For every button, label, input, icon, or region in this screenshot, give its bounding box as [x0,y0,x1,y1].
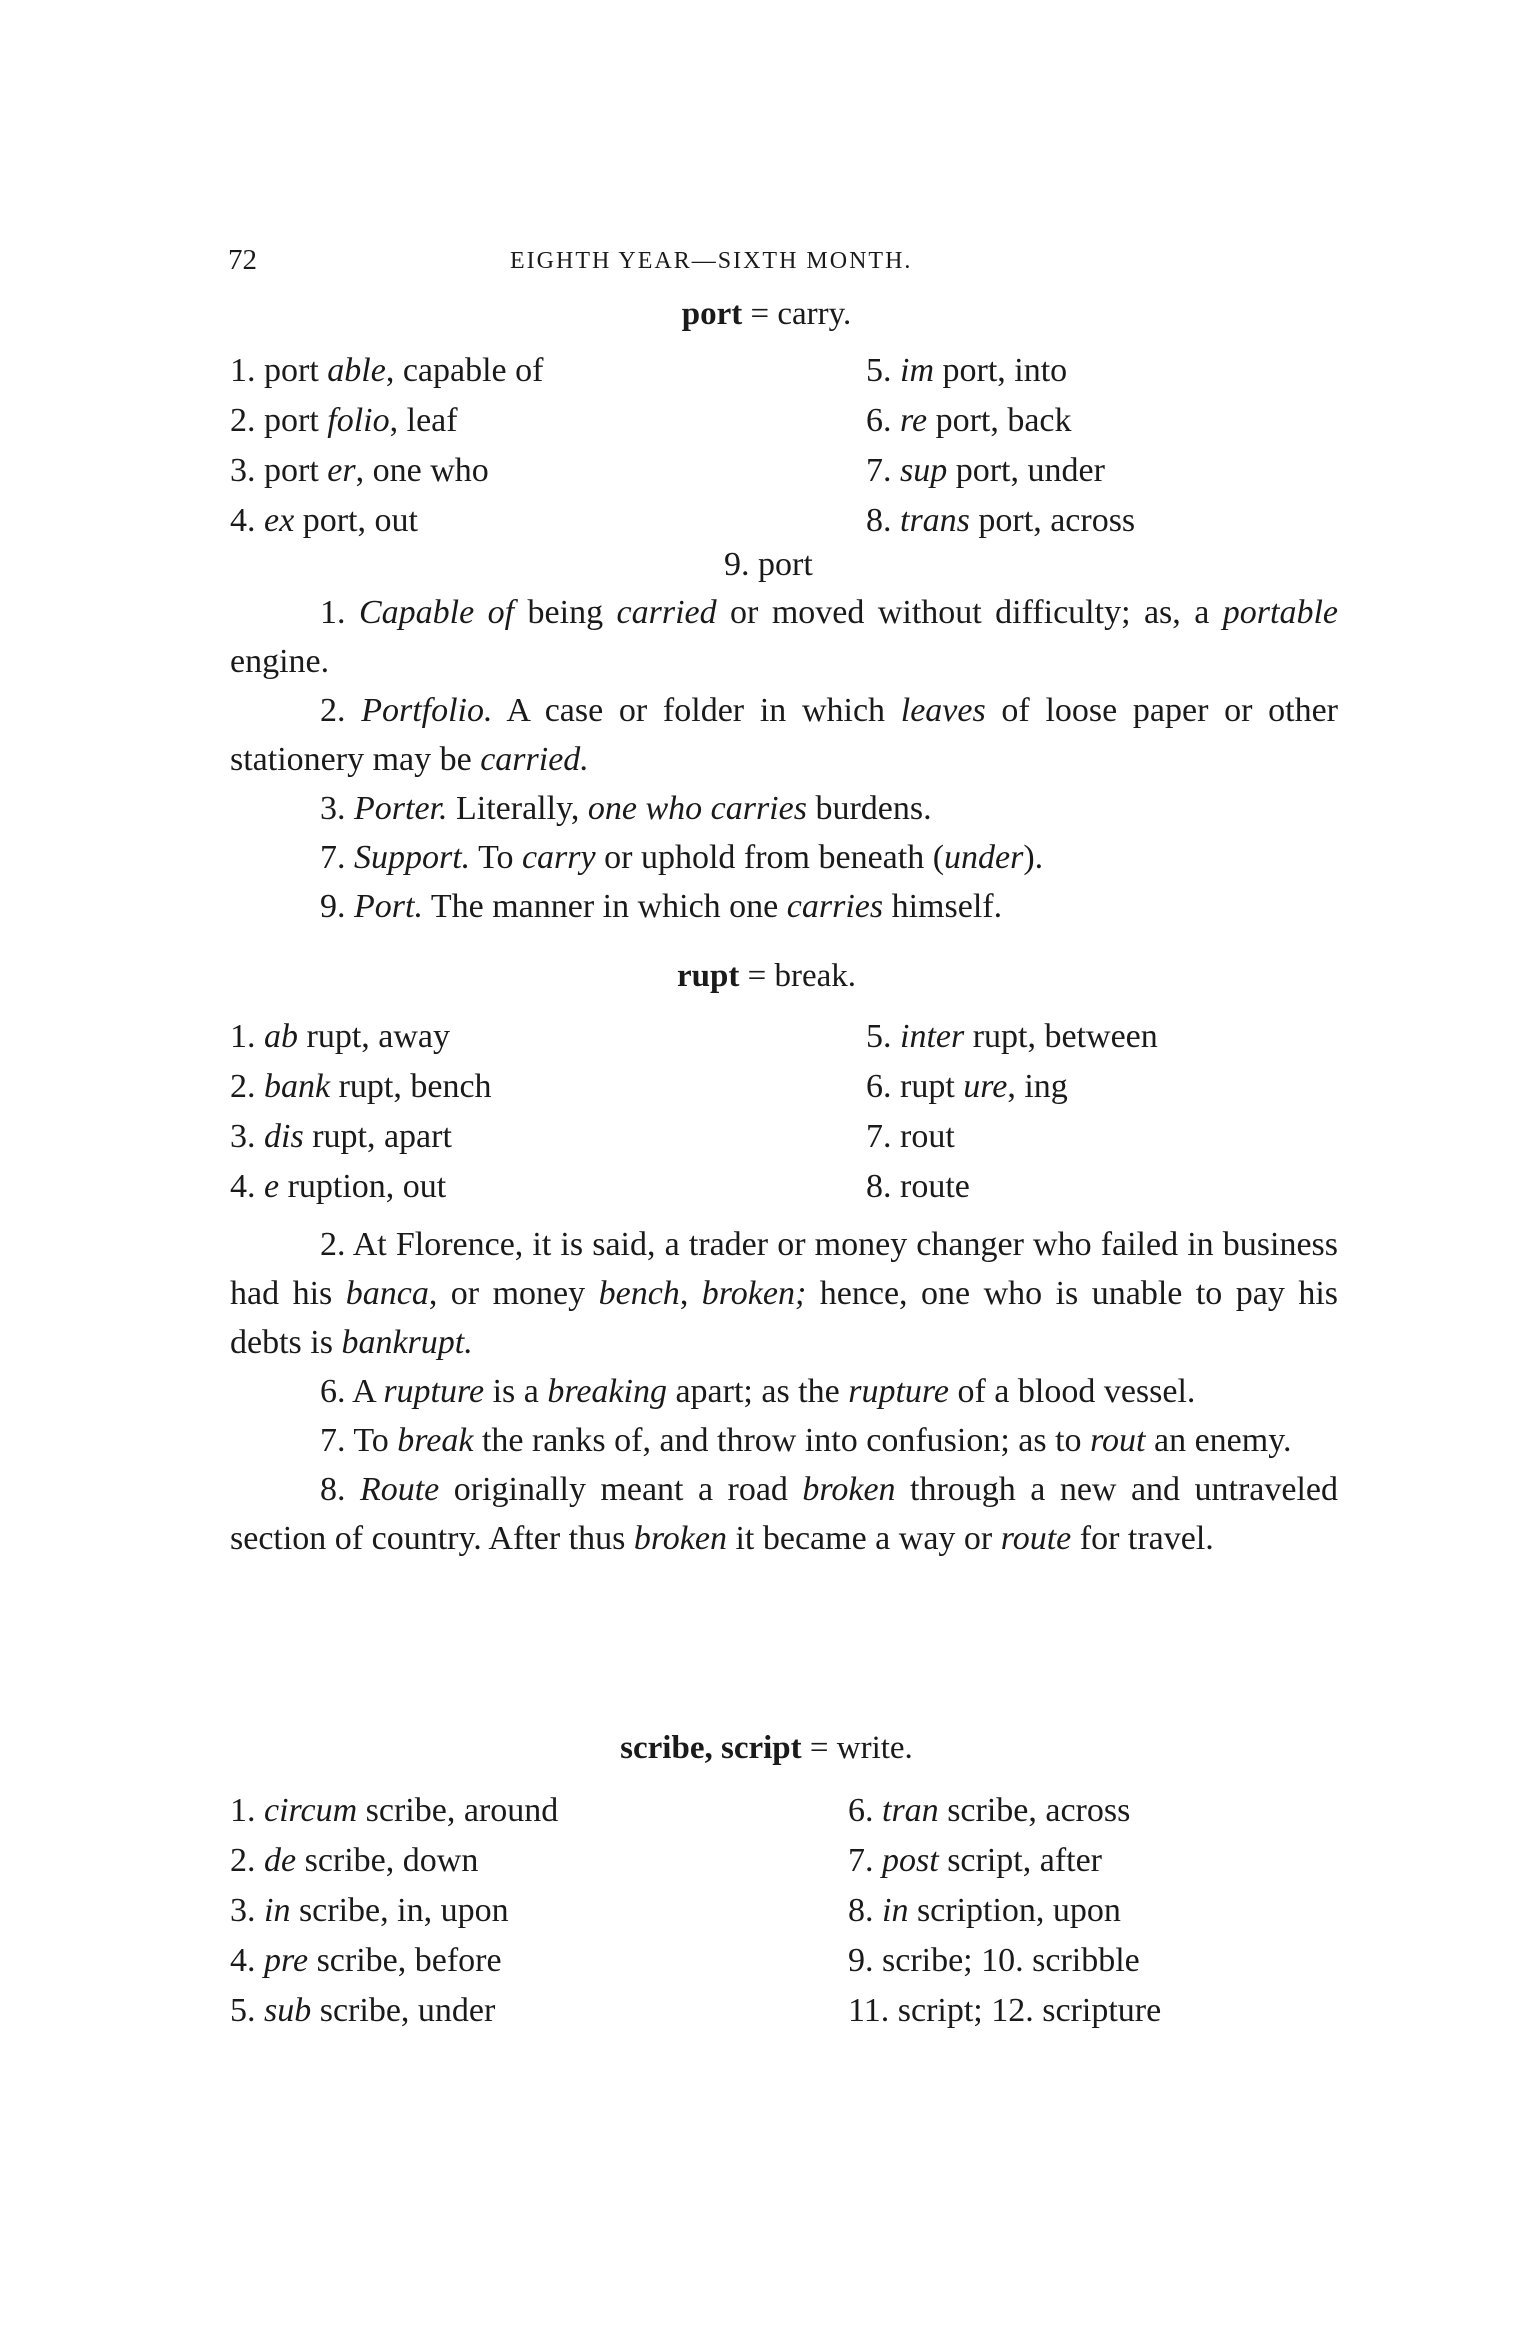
list-item: 8. trans port, across [866,502,1136,539]
list-item: 5. im port, into [866,352,1068,389]
list-item: 8. in scription, upon [848,1892,1121,1929]
note: 2. Portfolio. A case or folder in which leaves of loose paper or other stationery may be carried. [230,692,1338,778]
list-item: 5. sub scribe, under [230,1992,496,2029]
list-item: 4. ex port, out [230,502,418,539]
port-notes [230,588,1338,931]
section-title-rupt: rupt = break. [676,958,856,994]
list-item: 3. in scribe, in, upon [230,1892,509,1929]
list-item: 7. rout [866,1118,955,1155]
rupt-notes [230,1220,1338,1563]
section-title-port: port = carry. [681,296,852,332]
port-list-right [866,346,1135,546]
running-title: EIGHTH YEAR—SIXTH MONTH. [510,248,913,274]
rupt-list-left [230,1012,492,1212]
note: 7. Support. To carry or uphold from beneath (under). [320,839,1044,876]
list-item: 2. port folio, leaf [230,402,458,439]
list-item: 2. bank rupt, bench [230,1068,492,1105]
list-item: 6. tran scribe, across [848,1792,1131,1829]
root-meaning: write. [836,1730,913,1766]
note: 8. Route originally meant a road broken through a new and untraveled section of country. After thus broken it became a way or route for travel. [230,1471,1338,1557]
list-item: 6. rupt ure, ing [866,1068,1068,1105]
rupt-list-right [866,1012,1158,1212]
list-item: 2. de scribe, down [230,1842,479,1879]
list-item: 4. e ruption, out [230,1168,447,1205]
list-item: 1. port able, capable of [230,352,544,389]
list-item: 3. dis rupt, apart [230,1118,452,1155]
note: 1. Capable of being carried or moved without difficulty; as, a portable engine. [230,594,1338,680]
root-word: scribe, script [620,1730,802,1766]
running-head [228,244,1328,284]
list-item: 7. post script, after [848,1842,1102,1879]
root-meaning: carry. [777,296,852,332]
note: 6. A rupture is a breaking apart; as the rupture of a blood vessel. [320,1373,1196,1410]
list-item: 3. port er, one who [230,452,489,489]
list-item: 6. re port, back [866,402,1072,439]
list-item: 1. circum scribe, around [230,1792,559,1829]
list-item: 4. pre scribe, before [230,1942,502,1979]
note: 3. Porter. Literally, one who carries burdens. [320,790,932,827]
scribe-list-right [848,1786,1161,2036]
root-word: rupt [676,958,740,994]
root-word: port [681,296,743,332]
list-item: 8. route [866,1168,970,1205]
page-number: 72 [228,244,257,276]
port-list-left [230,346,543,546]
section-title-scribe: scribe, script = write. [620,1730,913,1766]
port-center-item: 9. port [724,546,813,583]
list-item: 11. script; 12. scripture [848,1992,1162,2029]
note: 7. To break the ranks of, and throw into confusion; as to rout an enemy. [320,1422,1292,1459]
list-item: 1. ab rupt, away [230,1018,451,1055]
note: 2. At Florence, it is said, a trader or money changer who failed in business had his banca, or money bench, broken; hence, one who is unable to pay his debts is bankrupt. [230,1226,1339,1361]
note: 9. Port. The manner in which one carries himself. [320,888,1003,925]
list-item: 9. scribe; 10. scribble [848,1942,1140,1979]
root-meaning: break. [774,958,856,994]
list-item: 5. inter rupt, between [866,1018,1158,1055]
scribe-list-left [230,1786,558,2036]
list-item: 7. sup port, under [866,452,1105,489]
